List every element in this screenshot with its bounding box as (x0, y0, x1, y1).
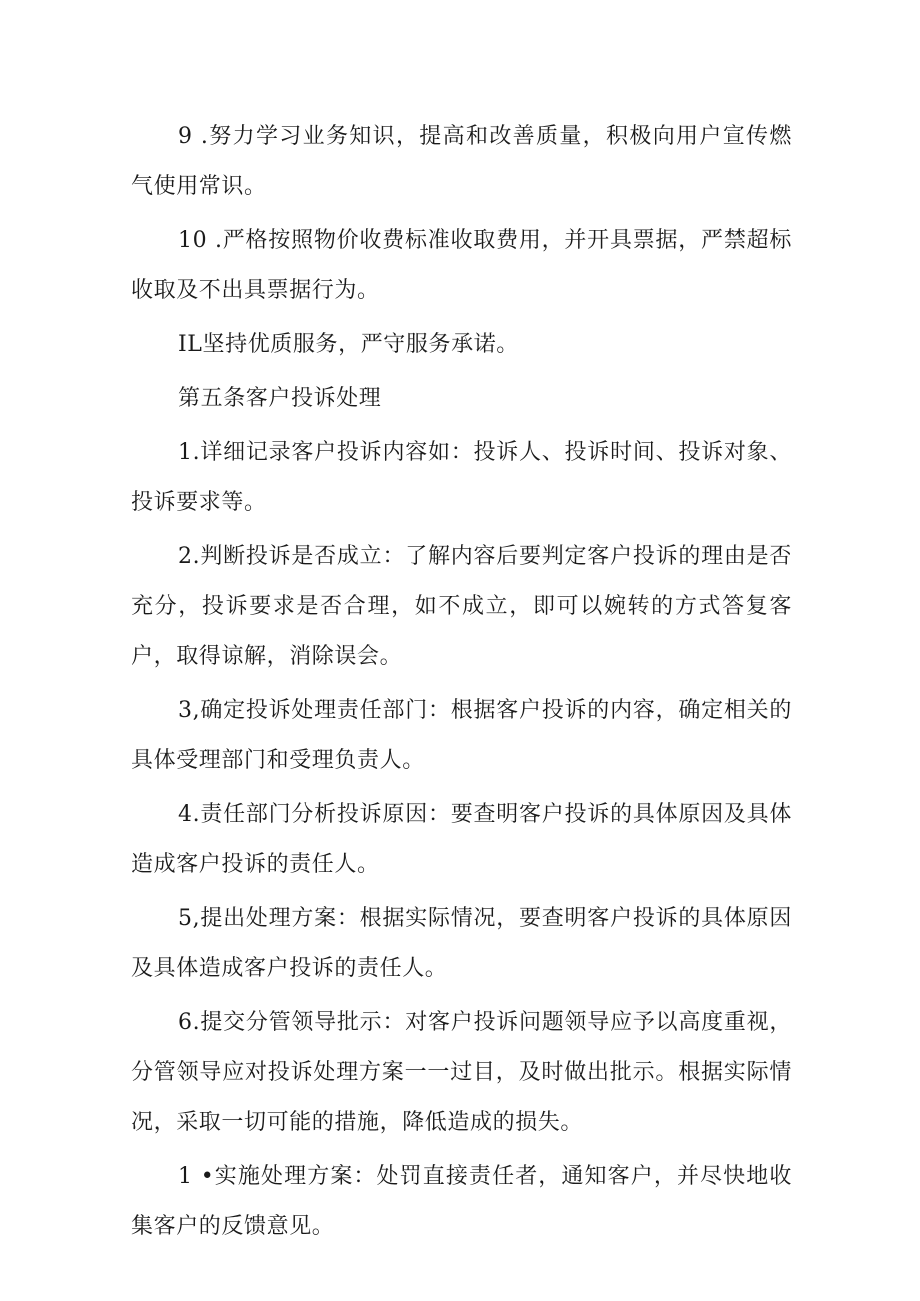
paragraph-step-7: 1 •实施处理方案：处罚直接责任者，通知客户，并尽快地收集客户的反馈意见。 (131, 1164, 792, 1239)
paragraph-step-4: 4.责任部门分析投诉原因：要查明客户投诉的具体原因及具体造成客户投诉的责任人。 (131, 802, 792, 877)
paragraph-item-11: IL坚持优质服务，严守服务承诺。 (178, 332, 519, 357)
paragraph-step-2: 2.判断投诉是否成立：了解内容后要判定客户投诉的理由是否充分，投诉要求是否合理，如不成立，即可以婉转的方式答复客户，取得谅解，消除误会。 (131, 544, 792, 669)
paragraph-step-1: 1.详细记录客户投诉内容如：投诉人、投诉时间、投诉对象、投诉要求等。 (131, 440, 792, 515)
paragraph-item-10: 10 .严格按照物价收费标准收取费用，并开具票据，严禁超标收取及不出具票据行为。 (131, 228, 792, 303)
paragraph-step-3: 3,确定投诉处理责任部门：根据客户投诉的内容，确定相关的具体受理部门和受理负责人。 (131, 698, 792, 773)
paragraph-step-6: 6.提交分管领导批示：对客户投诉问题领导应予以高度重视，分管领导应对投诉处理方案一一过目，及时做出批示。根据实际情况，采取一切可能的措施，降低造成的损失。 (131, 1010, 792, 1135)
paragraph-step-5: 5,提出处理方案：根据实际情况，要查明客户投诉的具体原因及具体造成客户投诉的责任人。 (131, 906, 792, 981)
paragraph-item-9: 9 .努力学习业务知识，提高和改善质量，积极向用户宣传燃气使用常识。 (131, 124, 792, 199)
section-heading-article-5: 第五条客户投诉处理 (178, 386, 382, 411)
